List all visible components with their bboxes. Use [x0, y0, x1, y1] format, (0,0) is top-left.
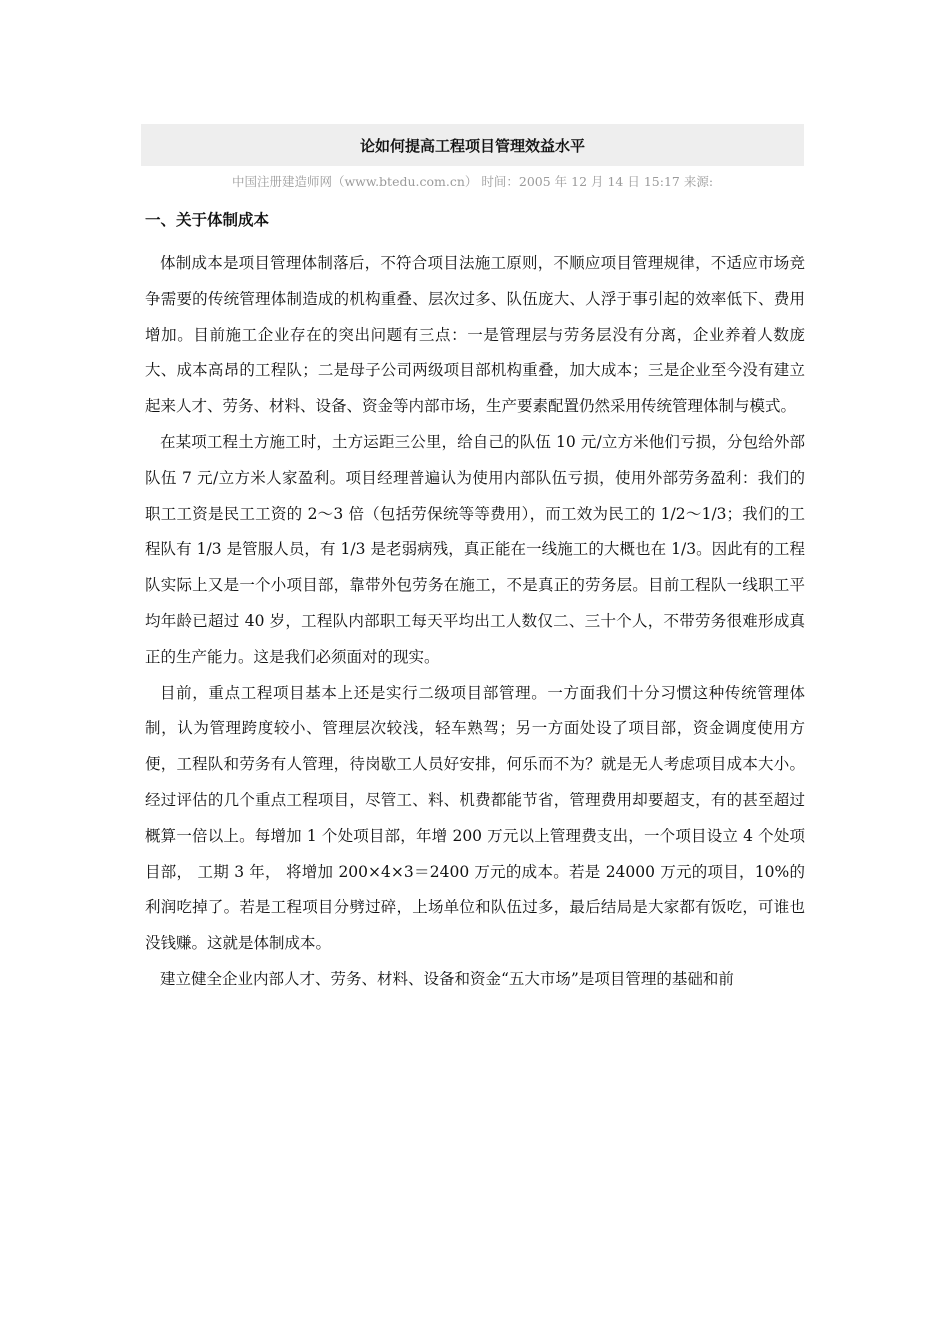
paragraph: 建立健全企业内部人才、劳务、材料、设备和资金“五大市场”是项目管理的基础和前: [160, 969, 734, 988]
paragraph: 体制成本是项目管理体制落后，不符合项目法施工原则，不顺应项目管理规律，不适应市场竞争需要的传统管理体制造成的机构重叠、层次过多、队伍庞大、人浮于事引起的效率低下、费用增加。目前施工企业存在的突出问题有三点：一是管理层与劳务层没有分离，企业养着人数庞大、成本高昂的工程队；二是母子公司两级项目部机构重叠，加大成本；三是企业至今没有建立起来人才、劳务、材料、设备、资金等内部市场，生产要素配置仍然采用传统管理体制与模式。: [145, 254, 805, 416]
article-body: [145, 246, 805, 998]
title-bar: [141, 124, 804, 166]
source-line: 中国注册建造师网（www.btedu.com.cn） 时间：2005 年 12 月 14 日 15:17 来源:: [231, 174, 714, 189]
paragraph: 在某项工程土方施工时，土方运距三公里，给自己的队伍 10 元/立方米他们亏损，分包给外部队伍 7 元/立方米人家盈利。项目经理普遍认为使用内部队伍亏损，使用外部劳务盈利：我们的职工工资是民工工资的 2～3 倍（包括劳保统等等费用），而工效为民工的 1/2～1/3；我们的工程队有 1/3 是管服人员，有 1/3 是老弱病残，真正能在一线施工的大概也在 1/3。因此有的工程队实际上又是一个小项目部，靠带外包劳务在施工，不是真正的劳务层。目前工程队一线职工平均年龄已超过 40 岁，工程队内部职工每天平均出工人数仅二、三十个人，不带劳务很难形成真正的生产能力。这是我们必须面对的现实。: [145, 432, 805, 666]
paragraph: 目前，重点工程项目基本上还是实行二级项目部管理。一方面我们十分习惯这种传统管理体制，认为管理跨度较小、管理层次较浅，轻车熟驾；另一方面处设了项目部，资金调度使用方便，工程队和劳务有人管理，待岗歇工人员好安排，何乐而不为？就是无人考虑项目成本大小。经过评估的几个重点工程项目，尽管工、料、机费都能节省，管理费用却要超支，有的甚至超过概算一倍以上。每增加 1 个处项目部，年增 200 万元以上管理费支出，一个项目设立 4 个处项目部， 工期 3 年， 将增加 200×4×3＝2400 万元的成本。若是 24000 万元的项目，10%的利润吃掉了。若是工程项目分劈过碎，上场单位和队伍过多，最后结局是大家都有饭吃，可谁也没钱赚。这就是体制成本。: [145, 683, 805, 953]
article-title: 论如何提高工程项目管理效益水平: [359, 136, 585, 155]
section-heading: 一、关于体制成本: [145, 211, 270, 229]
